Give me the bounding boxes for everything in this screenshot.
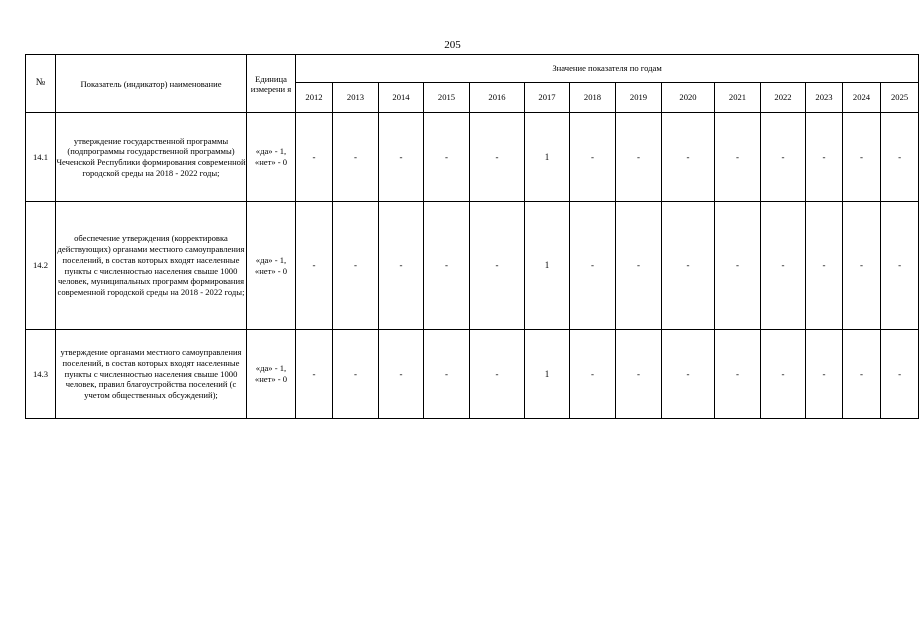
header-year: 2017 <box>525 83 570 113</box>
row-value: 1 <box>525 113 570 202</box>
row-value: - <box>379 330 424 419</box>
header-year: 2019 <box>616 83 662 113</box>
row-indicator: утверждение органами местного самоуправления поселений, в состав которых входят населенные пункты с численностью населения свыше 1000 человек, правил благоустройства поселений (с учетом общественных обсуждений); <box>56 330 247 419</box>
row-value: - <box>761 330 806 419</box>
row-value: 1 <box>525 330 570 419</box>
row-value: - <box>333 113 379 202</box>
header-year: 2022 <box>761 83 806 113</box>
row-value: - <box>761 113 806 202</box>
row-indicator: обеспечение утверждения (корректировка действующих) органами местного самоуправления поселений, в состав которых входят населенные пункты с численностью населения свыше 1000 человек, муниципальных программ формирования современной городской среды на 2018 - 2022 годы; <box>56 202 247 330</box>
row-value: - <box>296 202 333 330</box>
row-value: - <box>570 330 616 419</box>
row-value: 1 <box>525 202 570 330</box>
row-value: - <box>761 202 806 330</box>
row-value: - <box>296 113 333 202</box>
header-year: 2014 <box>379 83 424 113</box>
row-number: 14.3 <box>26 330 56 419</box>
row-number: 14.1 <box>26 113 56 202</box>
header-unit: Единица измерени я <box>247 55 296 113</box>
row-value: - <box>570 113 616 202</box>
table-row <box>26 202 919 330</box>
header-year: 2015 <box>424 83 470 113</box>
row-value: - <box>424 113 470 202</box>
row-value: - <box>662 202 715 330</box>
row-value: - <box>333 202 379 330</box>
header-row-1 <box>26 55 919 83</box>
table-row <box>26 330 919 419</box>
row-value: - <box>570 202 616 330</box>
row-unit: «да» - 1, «нет» - 0 <box>247 202 296 330</box>
row-value: - <box>470 113 525 202</box>
row-indicator: утверждение государственной программы (подпрограммы государственной программы) Чеченской Республики формирования современной городской среды на 2018 - 2022 годы; <box>56 113 247 202</box>
row-value: - <box>379 202 424 330</box>
row-value: - <box>843 202 881 330</box>
page-number: 205 <box>444 39 461 51</box>
row-value: - <box>715 202 761 330</box>
row-value: - <box>470 202 525 330</box>
row-value: - <box>806 113 843 202</box>
row-value: - <box>843 113 881 202</box>
row-value: - <box>424 202 470 330</box>
row-value: - <box>616 113 662 202</box>
row-number: 14.2 <box>26 202 56 330</box>
header-values-by-year: Значение показателя по годам <box>296 55 919 83</box>
row-value: - <box>616 202 662 330</box>
header-year: 2012 <box>296 83 333 113</box>
row-value: - <box>806 330 843 419</box>
row-value: - <box>333 330 379 419</box>
indicators-table <box>25 54 919 419</box>
row-value: - <box>379 113 424 202</box>
row-value: - <box>881 202 919 330</box>
row-value: - <box>843 330 881 419</box>
header-num: № <box>26 55 56 113</box>
row-value: - <box>715 330 761 419</box>
row-value: - <box>715 113 761 202</box>
header-year: 2020 <box>662 83 715 113</box>
table-row <box>26 113 919 202</box>
row-value: - <box>662 113 715 202</box>
header-year: 2021 <box>715 83 761 113</box>
row-value: - <box>424 330 470 419</box>
header-year: 2024 <box>843 83 881 113</box>
header-year: 2023 <box>806 83 843 113</box>
row-unit: «да» - 1, «нет» - 0 <box>247 330 296 419</box>
header-year: 2018 <box>570 83 616 113</box>
row-value: - <box>296 330 333 419</box>
header-indicator: Показатель (индикатор) наименование <box>56 55 247 113</box>
row-value: - <box>662 330 715 419</box>
row-value: - <box>881 330 919 419</box>
header-year: 2025 <box>881 83 919 113</box>
row-unit: «да» - 1, «нет» - 0 <box>247 113 296 202</box>
row-value: - <box>806 202 843 330</box>
row-value: - <box>470 330 525 419</box>
header-year: 2013 <box>333 83 379 113</box>
row-value: - <box>616 330 662 419</box>
row-value: - <box>881 113 919 202</box>
header-year: 2016 <box>470 83 525 113</box>
